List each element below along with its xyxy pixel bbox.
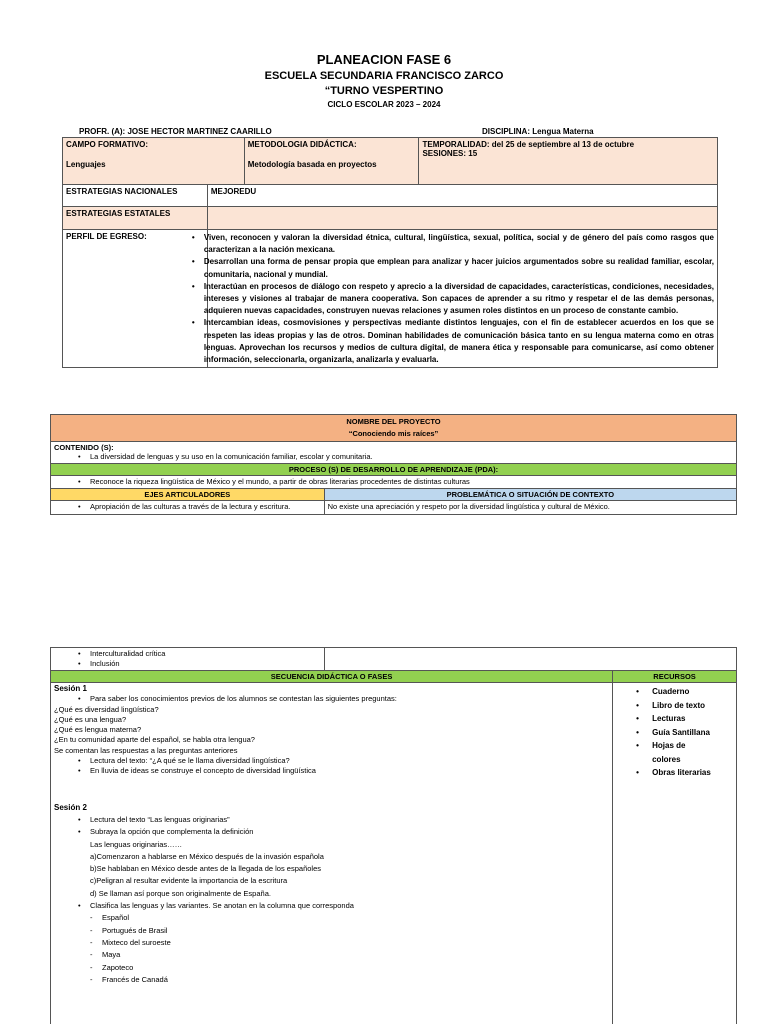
lengua-item: - Zapoteco xyxy=(54,963,609,973)
proyecto-label: NOMBRE DEL PROYECTO xyxy=(346,417,441,426)
sesion1-q1: ¿Qué es diversidad lingüística? xyxy=(54,704,159,714)
proyecto-header xyxy=(51,415,737,442)
perfil-item: • Intercambian ideas, cosmovisiones y perspectivas mediante distintos lenguajes, con el fin de establecer acuerdos en los que se respeten las ideas propias y las de otros. Dominan habilidades de comunicación básica tanto en su lengua materna como en otras lenguas. Aprovechan los recursos y medios de cultura digital, de manera ética y responsable para comunicarse, así como obtener información, seleccionarla, organizarla, analizarla y evaluarla. xyxy=(174,317,714,366)
lengua-item: - Maya xyxy=(54,950,609,960)
temporalidad-cell xyxy=(419,138,718,185)
ejes-cont-cell xyxy=(51,648,325,671)
sesion1-intro: • Para saber los conocimientos previos de los alumnos se contestan las siguientes preguntas: xyxy=(54,694,609,704)
pda-item: • Reconoce la riqueza lingüística de México y el mundo, a partir de obras literarias procedentes de distintas culturas xyxy=(54,477,733,487)
estrategias-nacionales-label: ESTRATEGIAS NACIONALES xyxy=(63,185,208,207)
ejes-cell xyxy=(51,501,325,515)
campo-formativo-label: CAMPO FORMATIVO: xyxy=(66,140,149,149)
recursos-cell xyxy=(613,683,737,1024)
page-title: PLANEACION FASE 6 xyxy=(316,52,452,67)
sesion1-q2: ¿Qué es una lengua? xyxy=(54,714,127,724)
estrategias-estatales-label: ESTRATEGIAS ESTATALES xyxy=(63,207,208,230)
sesion2-title: Sesión 2 xyxy=(54,802,87,812)
contenido-label: CONTENIDO (S): xyxy=(54,443,114,452)
recursos-header: RECURSOS xyxy=(613,671,737,683)
school-name: ESCUELA SECUNDARIA FRANCISCO ZARCO xyxy=(264,70,504,82)
perfil-egreso-cell xyxy=(203,230,717,368)
temporalidad-label: TEMPORALIDAD: del 25 de septiembre al 13 de octubre xyxy=(422,140,635,149)
sesion2-b1: • Lectura del texto “Las lenguas originarias” xyxy=(54,815,609,825)
sesion1-q3: ¿Qué es lengua materna? xyxy=(54,725,142,735)
perfil-item: • Viven, reconocen y valoran la diversidad étnica, cultural, lingüística, sexual, política, social y de género del país como rasgos que caracterizan a la nación mexicana. xyxy=(174,232,714,256)
sesion2-t5: d) Se llaman así porque son originalmente de España. xyxy=(90,888,271,898)
turno: “TURNO VESPERTINO xyxy=(324,85,444,97)
profesor: PROFR. (A): JOSE HECTOR MARTINEZ CAARILLO xyxy=(79,127,272,136)
metodologia-label: METODOLOGIA DIDÁCTICA: xyxy=(247,140,357,149)
ejes-header: EJES ARTICULADORES xyxy=(51,489,325,501)
perfil-egreso-list xyxy=(174,232,714,366)
recurso-item: • Obras literarias xyxy=(616,766,733,780)
sesion1-b1: • Lectura del texto: “¿A qué se le llama diversidad lingüística? xyxy=(54,756,609,766)
disciplina: DISCIPLINA: Lengua Materna xyxy=(482,127,594,136)
secuencia-body xyxy=(51,683,613,1024)
sesion2-t2: a)Comenzaron a hablarse en México después de la invasión española xyxy=(90,851,324,861)
problematica-header: PROBLEMÁTICA O SITUACIÓN DE CONTEXTO xyxy=(324,489,736,501)
contenido-cell xyxy=(51,442,737,464)
ejes-item: • Apropiación de las culturas a través de la lectura y escritura. xyxy=(54,502,312,512)
lengua-item: - Portugués de Brasil xyxy=(54,926,609,936)
perfil-item: • Desarrollan una forma de pensar propia que emplean para analizar y hacer juicios argumentados sobre su realidad familiar, escolar, comunitaria, nacional y mundial. xyxy=(174,256,714,280)
metodologia-cell xyxy=(244,138,419,185)
pda-header: PROCESO (S) DE DESARROLLO DE APRENDIZAJE (PDA): xyxy=(51,464,737,476)
ejes-cont-item: • Interculturalidad crítica xyxy=(54,649,321,659)
recurso-item: • Lecturas xyxy=(616,712,733,726)
recurso-item: • Hojas de colores xyxy=(616,739,733,766)
recursos-list xyxy=(616,685,733,780)
sesion1-q4: ¿En tu comunidad aparte del español, se habla otra lengua? xyxy=(54,735,255,745)
sesion1-b2: • En lluvia de ideas se construye el concepto de diversidad lingüística xyxy=(54,766,609,776)
perfil-item: • Interactúan en procesos de diálogo con respeto y aprecio a la diversidad de capacidades, características, condiciones, necesidades, intereses y visiones al trabajar de manera cooperativa. Son capaces de aprender a su ritmo y respetar el de las demás personas, adquieren nuevas capacidades, construyen nuevas relaciones y asumen roles distintos en un proceso de constante cambio. xyxy=(174,281,714,318)
sesion2-t3: b)Se hablaban en México desde antes de la llegada de los españoles xyxy=(90,864,321,874)
sesion2-b3: • Clasifica las lenguas y las variantes. Se anotan en la columna que corresponda xyxy=(54,901,609,911)
sesion2-t1: Las lenguas originarias…… xyxy=(90,839,183,849)
metodologia-value: Metodología basada en proyectos xyxy=(247,160,377,169)
sesion2-t4: c)Peligran al resultar evidente la importancia de la escritura xyxy=(90,876,288,886)
recurso-item: • Guía Santillana xyxy=(616,726,733,740)
recurso-item: • Libro de texto xyxy=(616,699,733,713)
secuencia-header: SECUENCIA DIDÁCTICA O FASES xyxy=(51,671,613,683)
contenido-item: • La diversidad de lenguas y su uso en la comunicación familiar, escolar y comunitaria. xyxy=(54,452,733,462)
datos-generales-table xyxy=(62,137,718,368)
campo-formativo-cell xyxy=(63,138,245,185)
recurso-item: • Cuaderno xyxy=(616,685,733,699)
ejes-cont-item: • Inclusión xyxy=(54,659,321,669)
sesiones-label: SESIONES: 15 xyxy=(422,149,478,158)
pda-cell xyxy=(51,476,737,489)
lengua-item: - Mixteco del suroeste xyxy=(54,938,609,948)
ejes-cont-empty xyxy=(324,648,736,671)
sesion1-title: Sesión 1 xyxy=(54,684,87,693)
ciclo-escolar: CICLO ESCOLAR 2023 – 2024 xyxy=(327,100,441,109)
lengua-item: - Español xyxy=(54,913,609,923)
secuencia-table xyxy=(50,647,737,1024)
sesion1-comment: Se comentan las respuestas a las preguntas anteriores xyxy=(54,745,238,755)
lengua-item: - Francés de Canadá xyxy=(54,975,609,985)
problematica-cell: No existe una apreciación y respeto por la diversidad lingüística y cultural de México. xyxy=(324,501,736,515)
estrategias-estatales-value xyxy=(207,207,717,230)
sesion2-b2: • Subraya la opción que complementa la definición xyxy=(54,827,609,837)
proyecto-table xyxy=(50,414,737,515)
estrategias-nacionales-value: MEJOREDU xyxy=(207,185,717,207)
perfil-egreso-label: PERFIL DE EGRESO: xyxy=(63,230,208,368)
proyecto-name: “Conociendo mis raíces” xyxy=(348,429,439,438)
campo-formativo-value: Lenguajes xyxy=(66,160,106,169)
